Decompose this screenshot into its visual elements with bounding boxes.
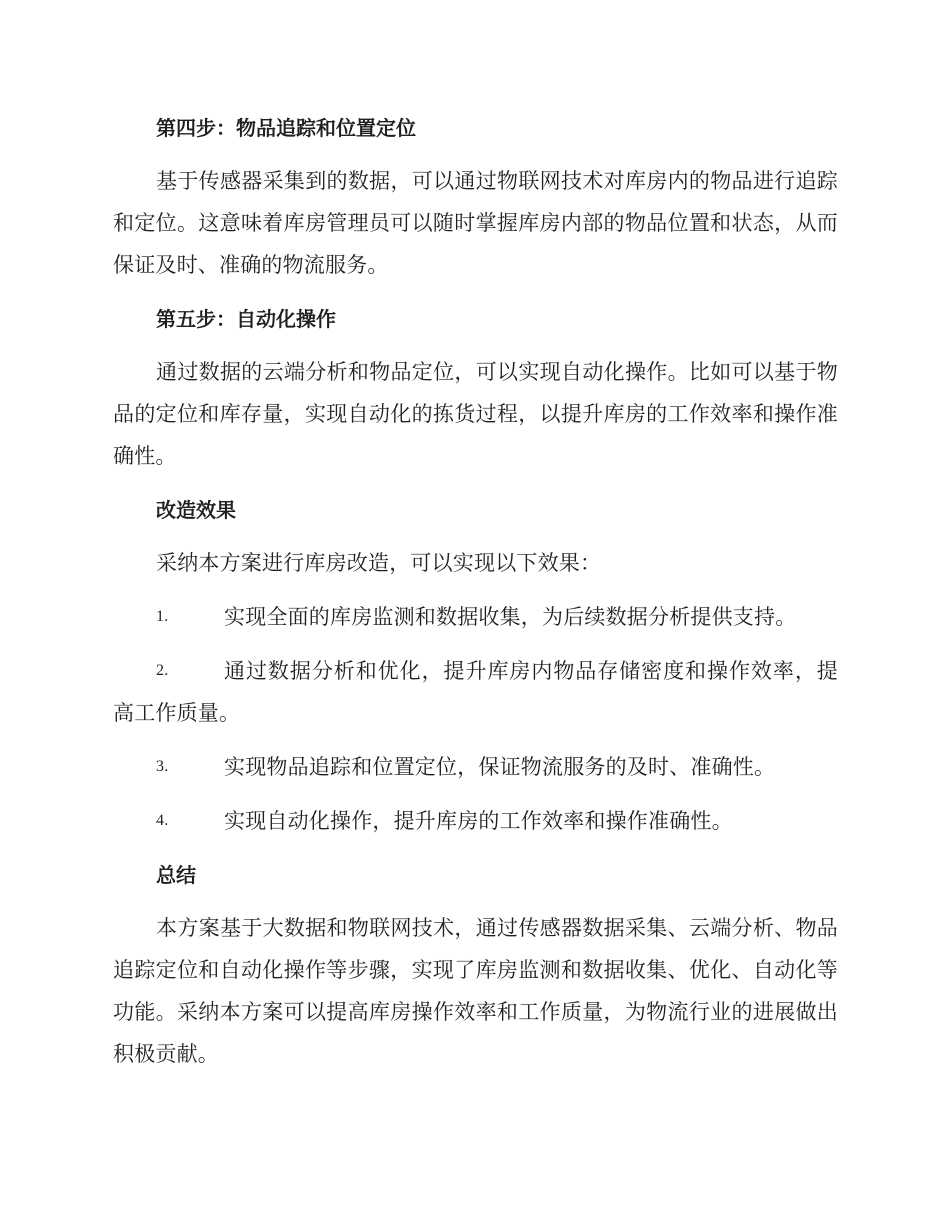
list-item	[113, 746, 838, 788]
list-number: 4.	[156, 812, 169, 829]
list-item	[113, 800, 838, 842]
paragraph-effects-intro: 采纳本方案进行库房改造，可以实现以下效果：	[156, 551, 602, 575]
list-number: 1.	[156, 608, 169, 625]
list-item-text: 实现全面的库房监测和数据收集，为后续数据分析提供支持。	[224, 605, 797, 629]
list-number: 3.	[156, 758, 169, 775]
list-item	[113, 650, 838, 734]
list-item	[113, 596, 838, 638]
paragraph-summary: 本方案基于大数据和物联网技术，通过传感器数据采集、云端分析、物品追踪定位和自动化操作等步骤，实现了库房监测和数据收集、优化、自动化等功能。采纳本方案可以提高库房操作效率和工作质量，为物流行业的进展做出积极贡献。	[113, 916, 838, 1066]
heading-effects: 改造效果	[156, 498, 236, 522]
list-item-text: 实现物品追踪和位置定位，保证物流服务的及时、准确性。	[224, 755, 776, 779]
heading-summary: 总结	[156, 863, 196, 887]
heading-step4: 第四步：物品追踪和位置定位	[156, 116, 416, 140]
list-number: 2.	[156, 662, 169, 679]
paragraph-step4: 基于传感器采集到的数据，可以通过物联网技术对库房内的物品进行追踪和定位。这意味着库房管理员可以随时掌握库房内部的物品位置和状态，从而保证及时、准确的物流服务。	[113, 169, 838, 277]
heading-step5: 第五步：自动化操作	[156, 307, 336, 331]
list-item-text: 通过数据分析和优化，提升库房内物品存储密度和操作效率，提高工作质量。	[113, 659, 838, 725]
list-item-text: 实现自动化操作，提升库房的工作效率和操作准确性。	[224, 809, 733, 833]
document-body	[113, 109, 838, 1075]
paragraph-step5: 通过数据的云端分析和物品定位，可以实现自动化操作。比如可以基于物品的定位和库存量，实现自动化的拣货过程，以提升库房的工作效率和操作准确性。	[113, 360, 838, 468]
